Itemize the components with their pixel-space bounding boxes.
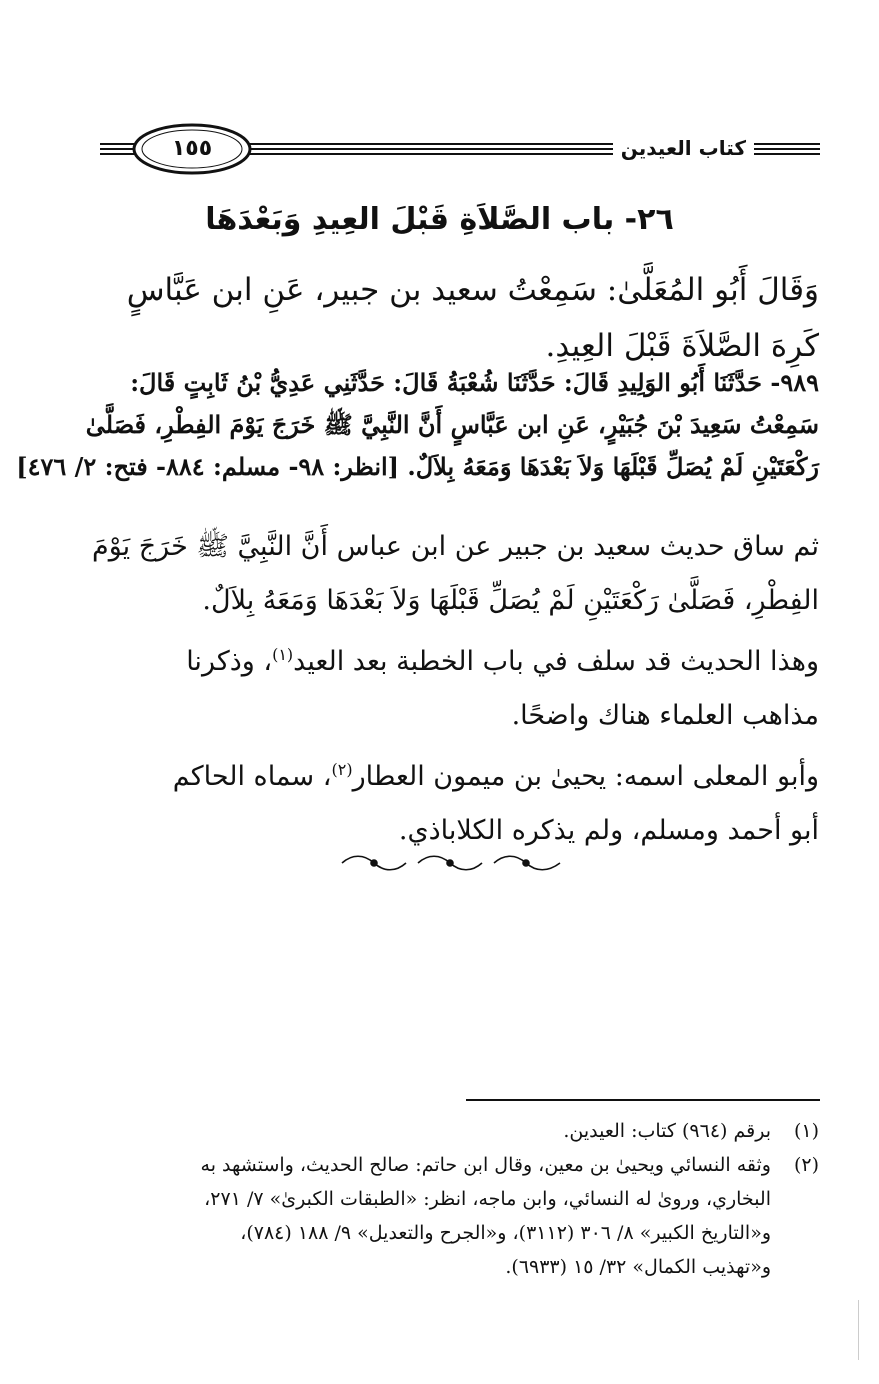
hadith-paragraph xyxy=(16,362,819,488)
footnote-ref[interactable]: (٢) xyxy=(331,760,353,779)
page-number: ١٥٥ xyxy=(171,136,213,161)
chapter-title: ٢٦- باب الصَّلاَةِ قَبْلَ العِيدِ وَبَعْدَهَا xyxy=(205,202,674,237)
commentary-line xyxy=(92,743,819,804)
footnote-line: برقم (٩٦٤) كتاب: العيدين. xyxy=(563,1120,771,1142)
footnote-line: و«تهذيب الكمال» ٣٢/ ١٥ (٦٩٣٣). xyxy=(505,1256,771,1278)
commentary-text: وأبو المعلى اسمه: يحيىٰ بن ميمون العطار xyxy=(352,761,819,792)
footnote-item xyxy=(201,1148,819,1284)
hadith-line: سَمِعْتُ سَعِيدَ بْنَ جُبَيْرٍ، عَنِ ابن عَبَّاسٍ أَنَّ النَّبِيَّ ﷺ خَرَجَ يَوْمَ الفِطْرِ، فَصَلَّىٰ xyxy=(85,410,819,439)
footnote-line: وثقه النسائي ويحيىٰ بن معين، وقال ابن حاتم: صالح الحديث، واستشهد به xyxy=(200,1154,771,1176)
commentary-text: وهذا الحديث قد سلف في باب الخطبة بعد العيد xyxy=(293,646,819,677)
intro-line: وَقَالَ أَبُو المُعَلَّىٰ: سَمِعْتُ سعيد بن جبير، عَنِ ابن عَبَّاسٍ xyxy=(126,272,819,308)
running-header-title: كتاب العيدين xyxy=(613,134,754,162)
hadith-line: ٩٨٩- حَدَّثَنَا أَبُو الوَلِيدِ قَالَ: حَدَّثَنَا شُعْبَةُ قَالَ: حَدَّثَنِي عَدِيُّ بْنُ ثَابِتٍ قَالَ: xyxy=(130,368,819,397)
commentary-line: ثم ساق حديث سعيد بن جبير عن ابن عباس أَنَّ النَّبِيَّ ﷺ خَرَجَ يَوْمَ xyxy=(91,531,819,562)
footnotes xyxy=(201,1114,819,1284)
running-header xyxy=(98,122,820,178)
commentary xyxy=(92,520,819,858)
commentary-line: الفِطْرِ، فَصَلَّىٰ رَكْعَتَيْنِ لَمْ يُصَلِّ قَبْلَهَا وَلاَ بَعْدَهَا وَمَعَهُ بِلاَلٌ. xyxy=(202,585,819,616)
commentary-text: ، سماه الحاكم xyxy=(172,761,332,792)
intro-line: كَرِهَ الصَّلاَةَ قَبْلَ العِيدِ. xyxy=(545,328,819,364)
footnote-line: و«التاريخ الكبير» ٨/ ٣٠٦ (٣١١٢)، و«الجرح والتعديل» ٩/ ١٨٨ (٧٨٤)، xyxy=(240,1222,771,1244)
commentary-line xyxy=(92,628,819,689)
footnote-line: البخاري، وروىٰ له النسائي، وابن ماجه، انظر: «الطبقات الكبرىٰ» ٧/ ٢٧١، xyxy=(204,1188,771,1210)
intro-paragraph xyxy=(127,262,819,374)
footnote-item xyxy=(201,1114,819,1148)
footnote-divider xyxy=(466,1099,820,1101)
commentary-line: مذاهب العلماء هناك واضحًا. xyxy=(511,700,819,731)
hadith-line: رَكْعَتَيْنِ لَمْ يُصَلِّ قَبْلَهَا وَلاَ بَعْدَهَا وَمَعَهُ بِلاَلٌ. [انظر: ٩٨- مسلم: ٨٨٤- فتح: ٢/ ٤٧٦] xyxy=(16,452,819,481)
page-gutter xyxy=(858,1300,859,1360)
footnote-ref[interactable]: (١) xyxy=(272,645,294,664)
footnote-number: (٢) xyxy=(793,1154,819,1176)
section-ornament xyxy=(338,852,568,874)
commentary-text: ، وذكرنا xyxy=(186,646,273,677)
commentary-line: أبو أحمد ومسلم، ولم يذكره الكلاباذي. xyxy=(398,815,819,846)
footnote-number: (١) xyxy=(793,1120,819,1142)
